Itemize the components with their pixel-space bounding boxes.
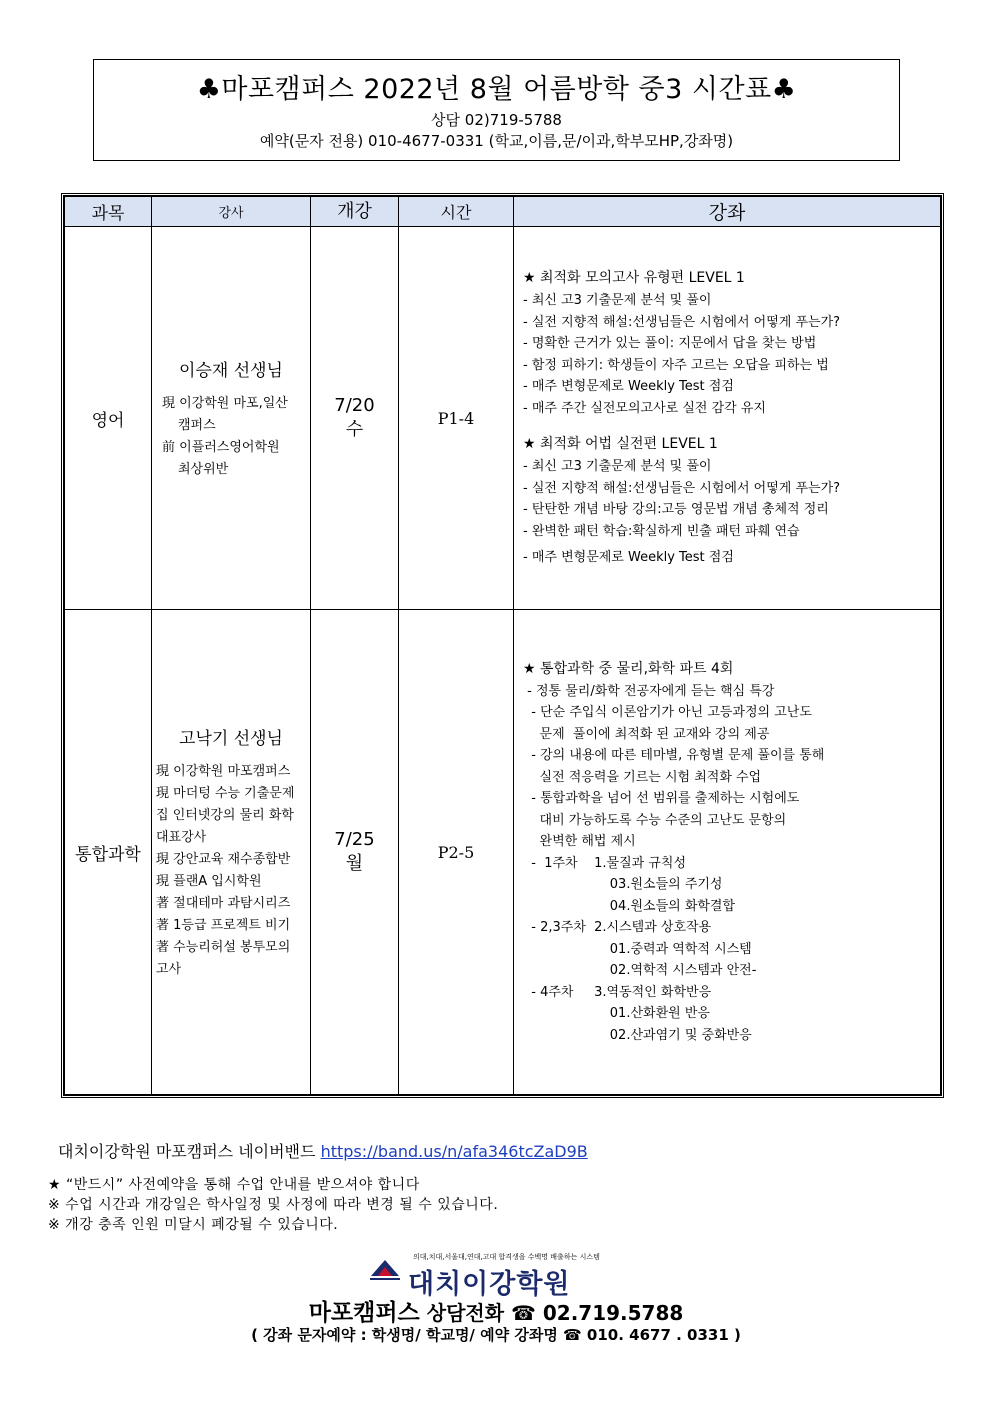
course-line: 01.산화환원 반응 [523, 1006, 710, 1022]
teacher-info-line: 著 수능리허설 봉투모의 [156, 939, 291, 955]
academy-logo: 대치이강학원 [408, 1269, 571, 1300]
page-title: ♣마포캠퍼스 2022년 8월 어름방학 중3 시간표♣ [196, 74, 797, 105]
slogan: 의대,치대,서울대,연대,고대 합격생을 수백명 배출하는 시스템 [413, 1253, 600, 1261]
course-line: - 강의 내용에 따른 테마별, 유형별 문제 풀이를 통해 [523, 748, 825, 764]
band-label: 대치이강학원 마포캠퍼스 네이버밴드 [58, 1142, 316, 1161]
course-line: 02.역학적 시스템과 안전- [523, 963, 757, 979]
note-line: ★ “반드시” 사전예약을 통해 수업 안내를 받으셔야 합니다 [48, 1177, 420, 1193]
note-line: ※ 개강 충족 인원 미달시 폐강될 수 있습니다. [48, 1217, 339, 1233]
course-line: 실전 적응력을 기르는 시험 최적화 수업 [523, 769, 762, 785]
course-line: - 매주 변형문제로 Weekly Test 점검 [523, 379, 734, 395]
course-line: - 명확한 근거가 있는 풀이: 지문에서 답을 찾는 방법 [523, 336, 817, 352]
course-line: - 2,3주차 2.시스템과 상호작용 [523, 920, 712, 936]
header-time: 시간 [399, 197, 514, 227]
course-line: 04.원소들의 화학결합 [523, 898, 736, 914]
course-line: 완벽한 해법 제시 [523, 834, 636, 850]
course-cell [514, 610, 941, 1095]
table-header-row [65, 197, 941, 227]
reserve-info: 예약(문자 전용) 010-4677-0331 (학교,이름,문/이과,학부모HP,강좌명) [259, 132, 734, 150]
timetable [61, 193, 944, 1098]
course-line: - 완벽한 패턴 학습:확실하게 빈출 패턴 파훼 연습 [523, 523, 800, 539]
open-date: 7/25 [334, 829, 375, 850]
course-line: 대비 가능하도록 수능 수준의 고난도 문항의 [523, 812, 787, 828]
course-line: - 최신 고3 기출문제 분석 및 풀이 [523, 293, 712, 309]
teacher-info-line: 現 이강학원 마포캠퍼스 [156, 763, 291, 779]
teacher-info-line: 대표강사 [156, 829, 207, 845]
teacher-info-line: 現 플랜A 입시학원 [156, 873, 262, 889]
open-day: 월 [345, 853, 364, 874]
course-line: - 매주 주간 실전모의고사로 실전 감각 유지 [523, 400, 766, 416]
campus-consult-line [0, 1294, 992, 1327]
consult-phone: 상담 02)719-5788 [431, 111, 562, 129]
course-line: 03.원소들의 주기성 [523, 877, 723, 893]
time-cell: P1-4 [399, 227, 514, 610]
header-teacher: 강사 [152, 197, 311, 227]
teacher-info-line: 최상위반 [178, 461, 229, 477]
open-date: 7/20 [334, 395, 375, 416]
sms-reserve-line: ( 강좌 문자예약 : 학생명/ 학교명/ 예약 강좌명 ☎ 010. 4677 . 0331 ) [251, 1326, 741, 1344]
title-box [93, 59, 900, 161]
note-line: ※ 수업 시간과 개강일은 학사일정 및 사정에 따라 변경 될 수 있습니다. [48, 1197, 499, 1213]
naver-band-line [58, 1139, 588, 1162]
course-line: - 1주차 1.물질과 규칙성 [523, 855, 687, 871]
teacher-info-line: 現 이강학원 마포,일산 [162, 395, 288, 411]
course-line: - 단순 주입식 이론암기가 아닌 고등과정의 고난도 [523, 705, 812, 721]
teacher-info-line: 前 이플러스영어학원 [162, 439, 280, 455]
course-line: ★ 최적화 어법 실전편 LEVEL 1 [523, 436, 718, 453]
consult-phone-footer: 상담전화 ☎ 02.719.5788 [426, 1301, 684, 1325]
course-line: - 실전 지향적 해설:선생님들은 시험에서 어떻게 푸는가? [523, 480, 841, 496]
teacher-info-line: 現 마더텅 수능 기출문제 [156, 785, 295, 801]
course-line: ★ 통합과학 중 물리,화학 파트 4회 [523, 660, 734, 677]
course-line: - 정통 물리/화학 전공자에게 듣는 핵심 특강 [523, 683, 775, 699]
academy-emblem-icon [368, 1256, 402, 1286]
teacher-cell [152, 610, 311, 1095]
band-link[interactable]: https://band.us/n/afa346tcZaD9B [320, 1142, 588, 1161]
open-day: 수 [345, 419, 364, 440]
subject-cell: 영어 [65, 227, 152, 610]
course-line: - 4주차 3.역동적인 화학반응 [523, 984, 712, 1000]
teacher-info-line: 집 인터넷강의 물리 화학 [156, 807, 294, 823]
course-line: - 통합과학을 넘어 선 범위를 출제하는 시험에도 [523, 791, 800, 807]
course-line: - 매주 변형문제로 Weekly Test 점검 [523, 550, 734, 566]
table-row [65, 610, 941, 1095]
open-cell [311, 610, 399, 1095]
subject-cell: 통합과학 [65, 610, 152, 1095]
header-open: 개강 [311, 197, 399, 227]
teacher-info-line: 著 절대테마 과탐시리즈 [156, 895, 291, 911]
table-row [65, 227, 941, 610]
teacher-info-line: 캠퍼스 [178, 417, 216, 433]
course-line: - 실전 지향적 해설:선생님들은 시험에서 어떻게 푸는가? [523, 314, 841, 330]
course-line: 문제 풀이에 최적화 된 교재와 강의 제공 [523, 726, 770, 742]
campus-name: 마포캠퍼스 [308, 1300, 420, 1326]
teacher-info-line: 著 1등급 프로젝트 비기 [156, 917, 291, 933]
spacer [523, 419, 940, 433]
teacher-info-line: 고사 [156, 961, 182, 977]
notes [48, 1175, 498, 1235]
teacher-name: 고낙기 선생님 [179, 728, 283, 749]
header-course: 강좌 [514, 197, 941, 227]
time-cell: P2-5 [399, 610, 514, 1095]
course-line: - 함정 피하기: 학생들이 자주 고르는 오답을 피하는 법 [523, 357, 829, 373]
teacher-info-line: 現 강안교육 재수종합반 [156, 851, 291, 867]
open-cell [311, 227, 399, 610]
course-line: - 탄탄한 개념 바탕 강의:고등 영문법 개념 총체적 정리 [523, 502, 829, 518]
course-line: ★ 최적화 모의고사 유형편 LEVEL 1 [523, 270, 745, 287]
course-line: 02.산과염기 및 중화반응 [523, 1027, 752, 1043]
teacher-cell [152, 227, 311, 610]
course-cell [514, 227, 941, 610]
header-subject: 과목 [65, 197, 152, 227]
course-line: 01.중력과 역학적 시스템 [523, 941, 752, 957]
course-line: - 최신 고3 기출문제 분석 및 풀이 [523, 459, 712, 475]
teacher-name: 이승재 선생님 [179, 360, 283, 381]
